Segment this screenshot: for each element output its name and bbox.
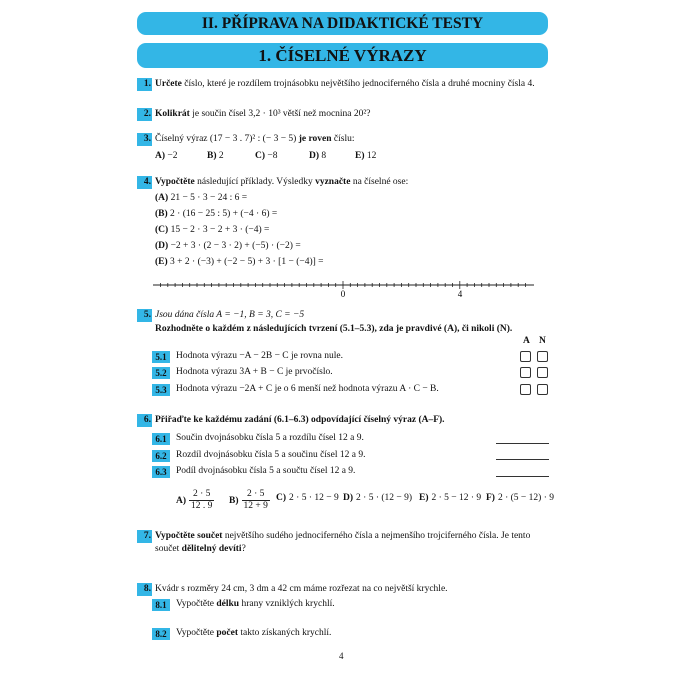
question-3-text: Číselný výraz (17 − 3 . 7)² : (− 3 − 5) je roven číslu: (155, 134, 355, 144)
question-number: 1. (137, 78, 152, 91)
chapter-title: II. PŘÍPRAVA NA DIDAKTICKÉ TESTY (201, 15, 484, 32)
page-number: 4 (339, 651, 344, 661)
exercise-item: (E) 3 + 2 · (−3) + (−2 − 5) + 3 · [1 − (−4)] = (155, 257, 324, 267)
answer-option[interactable]: D) 8 (309, 151, 327, 161)
checkbox-true[interactable] (520, 367, 531, 378)
checkbox-false[interactable] (537, 384, 548, 395)
statement-text: Hodnota výrazu −A − 2B − C je rovna nule. (176, 351, 343, 361)
assignment-text: Podíl dvojnásobku čísla 5 a součtu čísel 12 a 9. (176, 466, 356, 476)
question-1-text: Určete číslo, které je rozdílem trojnásobku největšího jednociferného čísla a druhé mocniny čísla 4. (155, 79, 535, 89)
subquestion-number: 5.3 (152, 384, 170, 396)
expression-option-f: F) 2 · (5 − 12) · 9 (486, 493, 554, 504)
question-number: 8. (137, 583, 152, 596)
expression-option-a: A) $\frac{2 \cdot 5}{12 . 9}$ (176, 489, 213, 511)
subquestion-number: 5.1 (152, 351, 170, 363)
number-line (150, 276, 540, 300)
subquestion-text: Vypočtěte délku hrany vzniklých krychlí. (176, 599, 335, 609)
assignment-text: Součin dvojnásobku čísla 5 a rozdílu čísel 12 a 9. (176, 433, 364, 443)
chapter-banner (137, 12, 548, 35)
exercise-item: (D) −2 + 3 · (2 − 3 · 2) + (−5) · (−2) = (155, 241, 301, 251)
question-7-text: Vypočtěte součet největšího sudého jednociferného čísla a nejmenšího trojciferného čísla. Je tento (155, 531, 531, 541)
expression-option-e: E) 2 · 5 − 12 · 9 (419, 493, 482, 504)
answer-blank[interactable] (496, 443, 549, 444)
subquestion-number: 8.1 (152, 599, 170, 611)
exercise-item: (B) 2 · (16 − 25 : 5) + (−4 · 6) = (155, 209, 278, 219)
answer-option[interactable]: A) −2 (155, 151, 178, 161)
column-header-a: A (523, 336, 530, 346)
checkbox-false[interactable] (537, 367, 548, 378)
checkbox-true[interactable] (520, 384, 531, 395)
question-2-text: Kolikrát je součin čísel 3,2 · 10³ větší než mocnina 20²? (155, 109, 371, 119)
checkbox-true[interactable] (520, 351, 531, 362)
question-4-text: Vypočtěte následující příklady. Výsledky vyznačte na číselné ose: (155, 177, 409, 187)
axis-label-four: 4 (457, 289, 463, 299)
question-5-intro: Jsou dána čísla A = −1, B = 3, C = −5 (155, 310, 305, 320)
section-banner (137, 43, 548, 68)
column-header-n: N (539, 336, 546, 346)
statement-text: Hodnota výrazu −2A + C je o 6 menší než hodnota výrazu A · C − B. (176, 384, 439, 394)
checkbox-false[interactable] (537, 351, 548, 362)
question-number: 5. (137, 309, 152, 322)
question-6-instruction: Přiřaďte ke každému zadání (6.1–6.3) odpovídající číselný výraz (A–F). (155, 415, 445, 425)
question-number: 3. (137, 133, 152, 146)
section-title: 1. ČÍSELNÉ VÝRAZY (258, 46, 427, 65)
answer-blank[interactable] (496, 459, 549, 460)
question-8-intro: Kvádr s rozměry 24 cm, 3 dm a 42 cm máme rozřezat na co největší krychle. (155, 584, 448, 594)
subquestion-number: 5.2 (152, 367, 170, 379)
answer-option[interactable]: E) 12 (355, 151, 377, 161)
question-5-instruction: Rozhodněte o každém z následujících tvrzení (5.1–5.3), zda je pravdivé (A), či nikoli (N). (155, 324, 513, 334)
subquestion-number: 8.2 (152, 628, 170, 640)
subquestion-number: 6.2 (152, 450, 170, 462)
question-number: 2. (137, 108, 152, 121)
assignment-text: Rozdíl dvojnásobku čísla 5 a součinu čísel 12 a 9. (176, 450, 366, 460)
expression-option-c: C) 2 · 5 · 12 − 9 (276, 493, 339, 504)
subquestion-text: Vypočtěte počet takto získaných krychlí. (176, 628, 332, 638)
exercise-item: (C) 15 − 2 · 3 − 2 + 3 · (−4) = (155, 225, 270, 235)
answer-option[interactable]: B) 2 (207, 151, 224, 161)
exercise-item: (A) 21 − 5 · 3 − 24 : 6 = (155, 193, 248, 203)
subquestion-number: 6.3 (152, 466, 170, 478)
expression-option-b: B) $\frac{2 \cdot 5}{12 + 9}$ (229, 489, 268, 511)
question-number: 4. (137, 176, 152, 189)
answer-option[interactable]: C) −8 (255, 151, 278, 161)
expression-option-d: D) 2 · 5 · (12 − 9) (343, 493, 413, 504)
subquestion-number: 6.1 (152, 433, 170, 445)
axis-label-zero: 0 (340, 289, 346, 299)
question-7-text-line2: součet dělitelný devíti? (155, 544, 246, 554)
statement-text: Hodnota výrazu 3A + B − C je prvočíslo. (176, 367, 333, 377)
question-number: 7. (137, 530, 152, 543)
answer-blank[interactable] (496, 476, 549, 477)
question-number: 6. (137, 414, 152, 427)
